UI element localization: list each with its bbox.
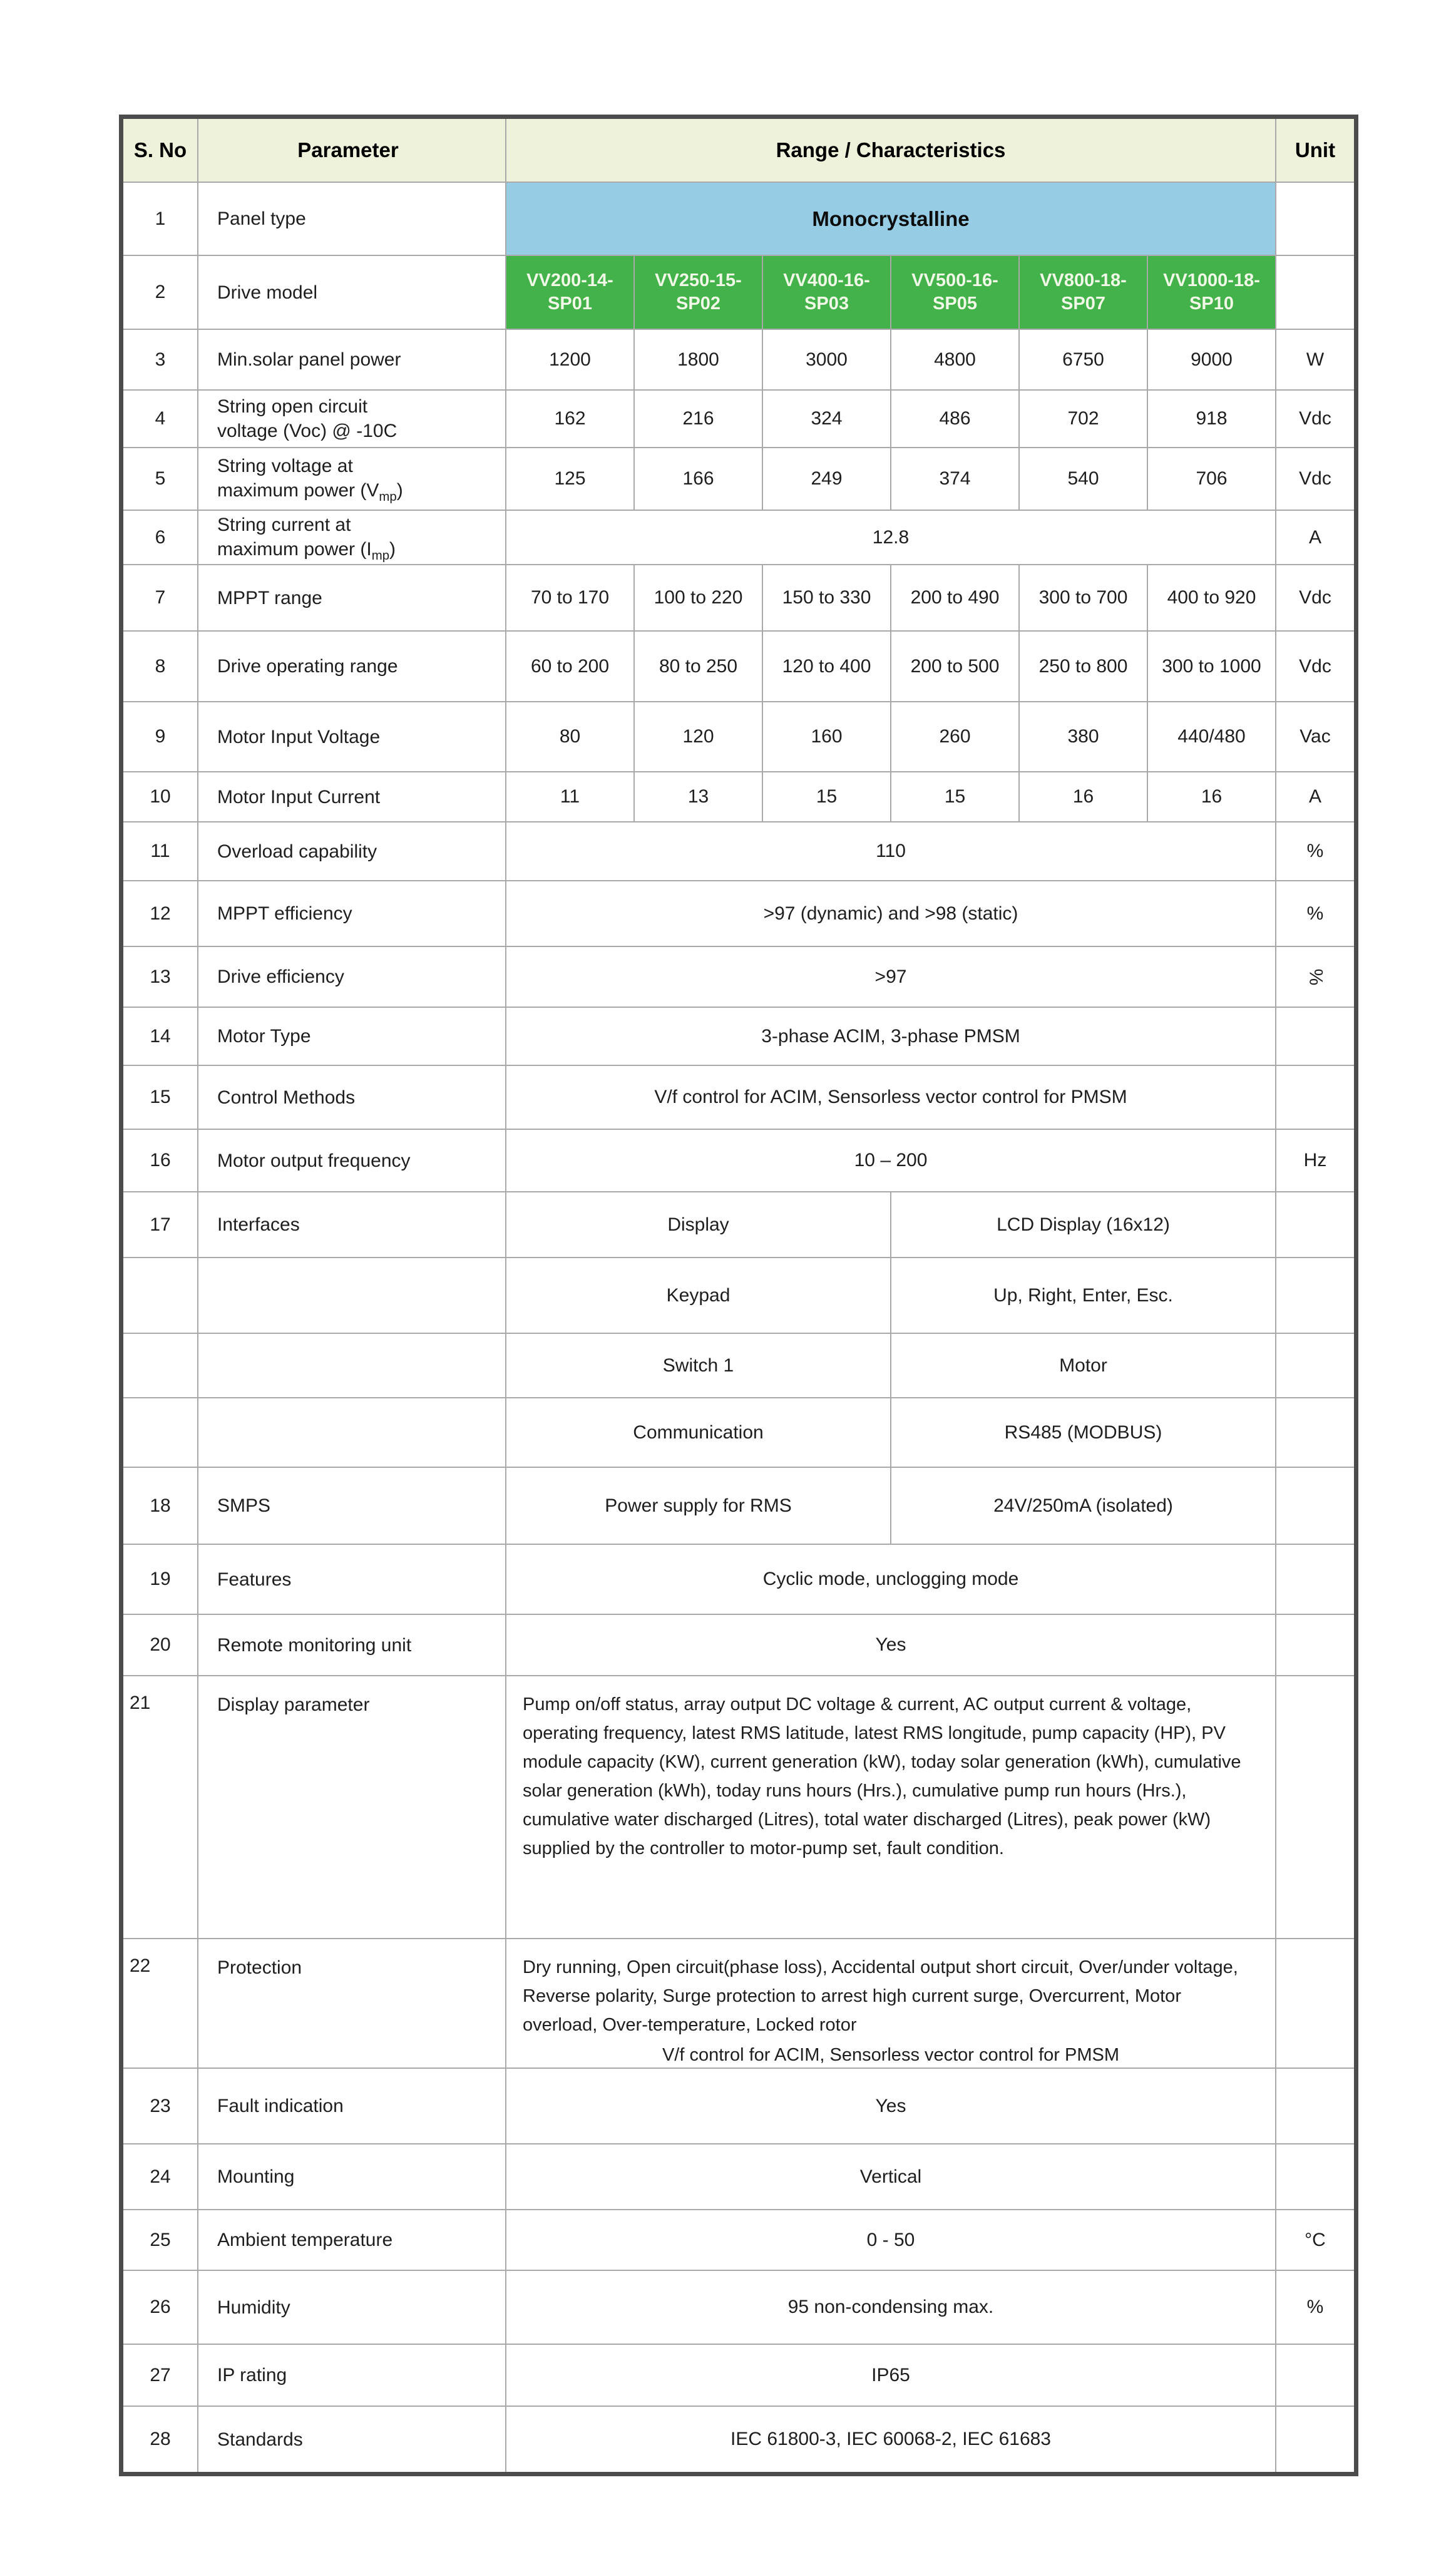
value-col-2: 120 bbox=[635, 702, 763, 771]
value-col-6: 16 bbox=[1148, 772, 1276, 821]
unit-value: A bbox=[1308, 786, 1321, 807]
value-col-2: 216 bbox=[635, 391, 763, 447]
range-text: Dry running, Open circuit(phase loss), Accidental output short circuit, Over/under voltage, Reverse polarity, Surge protection to arrest high current surge, Overcurrent, Motor overload, Over-temperature, Locked rotor V/f control for ACIM, Sensorless vector control for PMSM bbox=[506, 1939, 1276, 2068]
table-row bbox=[123, 1130, 1354, 1192]
range-value: 110 bbox=[506, 822, 1276, 880]
value-col-1: 70 to 170 bbox=[506, 565, 635, 630]
parameter-name: Standards bbox=[198, 2407, 506, 2472]
value-col-4: 374 bbox=[891, 448, 1020, 510]
range-value: RS485 (MODBUS) bbox=[891, 1398, 1276, 1467]
row-number: 2 bbox=[123, 256, 198, 329]
table-row bbox=[123, 1468, 1354, 1545]
value-col-2: 80 to 250 bbox=[635, 632, 763, 701]
range-value: 0 - 50 bbox=[506, 2210, 1276, 2270]
unit-value bbox=[1276, 2407, 1354, 2472]
table-row bbox=[123, 1398, 1354, 1468]
parameter-name: Fault indication bbox=[198, 2069, 506, 2143]
unit-value: % bbox=[1306, 841, 1324, 861]
unit-value bbox=[1276, 1398, 1354, 1467]
unit-value: Vdc bbox=[1299, 408, 1331, 429]
drive-model-4: VV500-16- SP05 bbox=[891, 256, 1020, 329]
value-col-5: 6750 bbox=[1020, 330, 1148, 389]
unit-value: Vdc bbox=[1299, 655, 1331, 677]
table-row bbox=[123, 702, 1354, 772]
parameter-name: Panel type bbox=[198, 183, 506, 255]
unit-value: Hz bbox=[1303, 1150, 1327, 1171]
value-col-1: 162 bbox=[506, 391, 635, 447]
range-value: Yes bbox=[506, 1615, 1276, 1675]
value-col-1: 60 to 200 bbox=[506, 632, 635, 701]
unit-value bbox=[1276, 2069, 1354, 2143]
value-col-5: 380 bbox=[1020, 702, 1148, 771]
table-row bbox=[123, 822, 1354, 881]
row-number: 22 bbox=[123, 1939, 198, 2068]
header-s-no: S. No bbox=[123, 119, 198, 182]
unit-value bbox=[1276, 1008, 1354, 1065]
value-col-1: 11 bbox=[506, 772, 635, 821]
value-col-6: 440/480 bbox=[1148, 702, 1276, 771]
table-row bbox=[123, 511, 1354, 565]
table-row bbox=[123, 1939, 1354, 2069]
range-value: Up, Right, Enter, Esc. bbox=[891, 1258, 1276, 1333]
unit-value bbox=[1276, 1066, 1354, 1129]
range-label: Switch 1 bbox=[506, 1334, 891, 1397]
parameter-name: MPPT efficiency bbox=[198, 881, 506, 946]
parameter-name: Min.solar panel power bbox=[198, 330, 506, 389]
parameter-name: IP rating bbox=[198, 2345, 506, 2406]
parameter-name: Overload capability bbox=[198, 822, 506, 880]
parameter-name: String voltage at maximum power $(V_{mp})$ bbox=[198, 448, 506, 510]
parameter-name: Remote monitoring unit bbox=[198, 1615, 506, 1675]
parameter-name: Drive model bbox=[198, 256, 506, 329]
row-number: 10 bbox=[123, 772, 198, 821]
parameter-name: Motor Input Current bbox=[198, 772, 506, 821]
unit-value bbox=[1276, 1545, 1354, 1614]
range-value: 3-phase ACIM, 3-phase PMSM bbox=[506, 1008, 1276, 1065]
value-col-5: 16 bbox=[1020, 772, 1148, 821]
row-number: 9 bbox=[123, 702, 198, 771]
parameter-name: Control Methods bbox=[198, 1066, 506, 1129]
value-col-6: 918 bbox=[1148, 391, 1276, 447]
table-row bbox=[123, 2144, 1354, 2210]
row-number: 8 bbox=[123, 632, 198, 701]
value-col-3: 120 to 400 bbox=[763, 632, 891, 701]
table-body bbox=[123, 183, 1354, 2472]
table-row bbox=[123, 881, 1354, 947]
range-value: LCD Display (16x12) bbox=[891, 1192, 1276, 1257]
parameter-name: SMPS bbox=[198, 1468, 506, 1544]
header-parameter: Parameter bbox=[198, 119, 506, 182]
parameter-name bbox=[198, 1334, 506, 1397]
range-value: Vertical bbox=[506, 2144, 1276, 2209]
value-col-1: 1200 bbox=[506, 330, 635, 389]
parameter-name: Humidity bbox=[198, 2271, 506, 2344]
table-row bbox=[123, 1008, 1354, 1066]
range-label: Communication bbox=[506, 1398, 891, 1467]
value-col-6: 300 to 1000 bbox=[1148, 632, 1276, 701]
unit-value: Vdc bbox=[1299, 468, 1331, 489]
row-number: 21 bbox=[123, 1676, 198, 1938]
row-number: 11 bbox=[123, 822, 198, 880]
value-col-4: 486 bbox=[891, 391, 1020, 447]
unit-value bbox=[1276, 2345, 1354, 2406]
row-number: 20 bbox=[123, 1615, 198, 1675]
parameter-name: String current at maximum power $(I_{mp})$ bbox=[198, 511, 506, 564]
value-col-2: 166 bbox=[635, 448, 763, 510]
value-col-5: 300 to 700 bbox=[1020, 565, 1148, 630]
unit-value bbox=[1276, 1939, 1354, 2068]
unit-value: Vdc bbox=[1299, 587, 1331, 608]
parameter-name: Mounting bbox=[198, 2144, 506, 2209]
unit-value bbox=[1276, 1615, 1354, 1675]
row-number: 7 bbox=[123, 565, 198, 630]
value-col-3: 249 bbox=[763, 448, 891, 510]
value-col-6: 9000 bbox=[1148, 330, 1276, 389]
table-row bbox=[123, 632, 1354, 702]
range-value: >97 (dynamic) and >98 (static) bbox=[506, 881, 1276, 946]
row-number: 15 bbox=[123, 1066, 198, 1129]
drive-model-2: VV250-15- SP02 bbox=[635, 256, 763, 329]
value-col-5: 250 to 800 bbox=[1020, 632, 1148, 701]
table-row bbox=[123, 2069, 1354, 2144]
row-number: 24 bbox=[123, 2144, 198, 2209]
range-value: Motor bbox=[891, 1334, 1276, 1397]
table-row bbox=[123, 391, 1354, 448]
table-row bbox=[123, 2210, 1354, 2271]
range-value: Yes bbox=[506, 2069, 1276, 2143]
table-row bbox=[123, 1334, 1354, 1398]
value-col-4: 200 to 490 bbox=[891, 565, 1020, 630]
row-number: 28 bbox=[123, 2407, 198, 2472]
value-col-5: 540 bbox=[1020, 448, 1148, 510]
table-header-row bbox=[123, 119, 1354, 183]
row-number: 14 bbox=[123, 1008, 198, 1065]
table-row bbox=[123, 1615, 1354, 1676]
unit-value bbox=[1276, 1192, 1354, 1257]
unit-value: % bbox=[1306, 903, 1324, 924]
row-number: 17 bbox=[123, 1192, 198, 1257]
unit-value: Vac bbox=[1300, 726, 1331, 747]
specification-table bbox=[119, 115, 1358, 2476]
value-col-6: 706 bbox=[1148, 448, 1276, 510]
unit-value: % bbox=[1305, 968, 1326, 985]
range-text: Pump on/off status, array output DC voltage & current, AC output current & voltage, operating frequency, latest RMS latitude, latest RMS longitude, pump capacity (HP), PV module capacity (KW), current generation (kW), today solar generation (kWh), cumulative solar generation (kWh), today runs hours (Hrs.), cumulative pump run hours (Hrs.), cumulative water discharged (Litres), total water discharged (Litres), peak power (kW) supplied by the controller to motor-pump set, fault condition. bbox=[506, 1676, 1276, 1938]
row-number bbox=[123, 1258, 198, 1333]
range-value: V/f control for ACIM, Sensorless vector control for PMSM bbox=[506, 1066, 1276, 1129]
unit-value bbox=[1276, 183, 1354, 255]
value-col-4: 15 bbox=[891, 772, 1020, 821]
unit-value: W bbox=[1306, 349, 1325, 370]
table-row bbox=[123, 256, 1354, 330]
table-row bbox=[123, 565, 1354, 632]
drive-model-5: VV800-18- SP07 bbox=[1020, 256, 1148, 329]
table-row bbox=[123, 1676, 1354, 1939]
drive-model-6: VV1000-18- SP10 bbox=[1148, 256, 1276, 329]
value-col-3: 3000 bbox=[763, 330, 891, 389]
range-value: 95 non-condensing max. bbox=[506, 2271, 1276, 2344]
value-col-1: 125 bbox=[506, 448, 635, 510]
parameter-name: Drive operating range bbox=[198, 632, 506, 701]
drive-model-3: VV400-16- SP03 bbox=[763, 256, 891, 329]
parameter-name bbox=[198, 1258, 506, 1333]
value-col-4: 4800 bbox=[891, 330, 1020, 389]
range-value: >97 bbox=[506, 947, 1276, 1007]
row-number: 26 bbox=[123, 2271, 198, 2344]
row-number: 13 bbox=[123, 947, 198, 1007]
value-col-4: 260 bbox=[891, 702, 1020, 771]
row-number: 12 bbox=[123, 881, 198, 946]
drive-model-1: VV200-14- SP01 bbox=[506, 256, 635, 329]
table-row bbox=[123, 448, 1354, 511]
row-number: 5 bbox=[123, 448, 198, 510]
value-col-2: 100 to 220 bbox=[635, 565, 763, 630]
row-number: 16 bbox=[123, 1130, 198, 1191]
range-value: Cyclic mode, unclogging mode bbox=[506, 1545, 1276, 1614]
range-value: 10 – 200 bbox=[506, 1130, 1276, 1191]
row-number bbox=[123, 1398, 198, 1467]
unit-value bbox=[1276, 1676, 1354, 1938]
row-number: 1 bbox=[123, 183, 198, 255]
row-number: 18 bbox=[123, 1468, 198, 1544]
row-number: 6 bbox=[123, 511, 198, 564]
range-value: IEC 61800-3, IEC 60068-2, IEC 61683 bbox=[506, 2407, 1276, 2472]
value-col-3: 324 bbox=[763, 391, 891, 447]
table-row bbox=[123, 1192, 1354, 1258]
unit-value bbox=[1276, 1258, 1354, 1333]
parameter-name: Protection bbox=[198, 1939, 506, 2068]
table-row bbox=[123, 2345, 1354, 2407]
row-number: 19 bbox=[123, 1545, 198, 1614]
unit-value: % bbox=[1306, 2297, 1324, 2317]
unit-value: A bbox=[1308, 526, 1321, 548]
parameter-name: Interfaces bbox=[198, 1192, 506, 1257]
header-unit: Unit bbox=[1295, 138, 1336, 161]
value-col-2: 13 bbox=[635, 772, 763, 821]
value-col-3: 160 bbox=[763, 702, 891, 771]
parameter-name: MPPT range bbox=[198, 565, 506, 630]
row-number: 3 bbox=[123, 330, 198, 389]
row-number: 4 bbox=[123, 391, 198, 447]
range-value: 12.8 bbox=[506, 511, 1276, 564]
unit-value bbox=[1276, 1468, 1354, 1544]
table-row bbox=[123, 772, 1354, 822]
value-col-5: 702 bbox=[1020, 391, 1148, 447]
table-row bbox=[123, 1258, 1354, 1334]
range-label: Keypad bbox=[506, 1258, 891, 1333]
parameter-name: Ambient temperature bbox=[198, 2210, 506, 2270]
value-col-3: 150 to 330 bbox=[763, 565, 891, 630]
table-row bbox=[123, 2271, 1354, 2345]
table-row bbox=[123, 947, 1354, 1008]
table-row bbox=[123, 330, 1354, 391]
unit-value bbox=[1276, 1334, 1354, 1397]
range-label: Power supply for RMS bbox=[506, 1468, 891, 1544]
parameter-name: Motor output frequency bbox=[198, 1130, 506, 1191]
parameter-name: Display parameter bbox=[198, 1676, 506, 1938]
range-value: 24V/250mA (isolated) bbox=[891, 1468, 1276, 1544]
value-col-4: 200 to 500 bbox=[891, 632, 1020, 701]
unit-value bbox=[1276, 2144, 1354, 2209]
parameter-name: Motor Type bbox=[198, 1008, 506, 1065]
parameter-name: Drive efficiency bbox=[198, 947, 506, 1007]
panel-type-value: Monocrystalline bbox=[506, 183, 1276, 255]
parameter-name bbox=[198, 1398, 506, 1467]
parameter-name: Motor Input Voltage bbox=[198, 702, 506, 771]
row-number: 25 bbox=[123, 2210, 198, 2270]
range-label: Display bbox=[506, 1192, 891, 1257]
value-col-3: 15 bbox=[763, 772, 891, 821]
table-row bbox=[123, 1545, 1354, 1615]
unit-value: °C bbox=[1305, 2229, 1326, 2250]
table-row bbox=[123, 183, 1354, 256]
parameter-name: Features bbox=[198, 1545, 506, 1614]
table-row bbox=[123, 1066, 1354, 1130]
row-number: 23 bbox=[123, 2069, 198, 2143]
parameter-name: String open circuit voltage (Voc) @ -10C bbox=[198, 391, 506, 447]
unit-value bbox=[1276, 256, 1354, 329]
value-col-1: 80 bbox=[506, 702, 635, 771]
row-number: 27 bbox=[123, 2345, 198, 2406]
row-number bbox=[123, 1334, 198, 1397]
value-col-6: 400 to 920 bbox=[1148, 565, 1276, 630]
range-value: IP65 bbox=[506, 2345, 1276, 2406]
value-col-2: 1800 bbox=[635, 330, 763, 389]
table-row bbox=[123, 2407, 1354, 2472]
header-range: Range / Characteristics bbox=[506, 119, 1276, 182]
